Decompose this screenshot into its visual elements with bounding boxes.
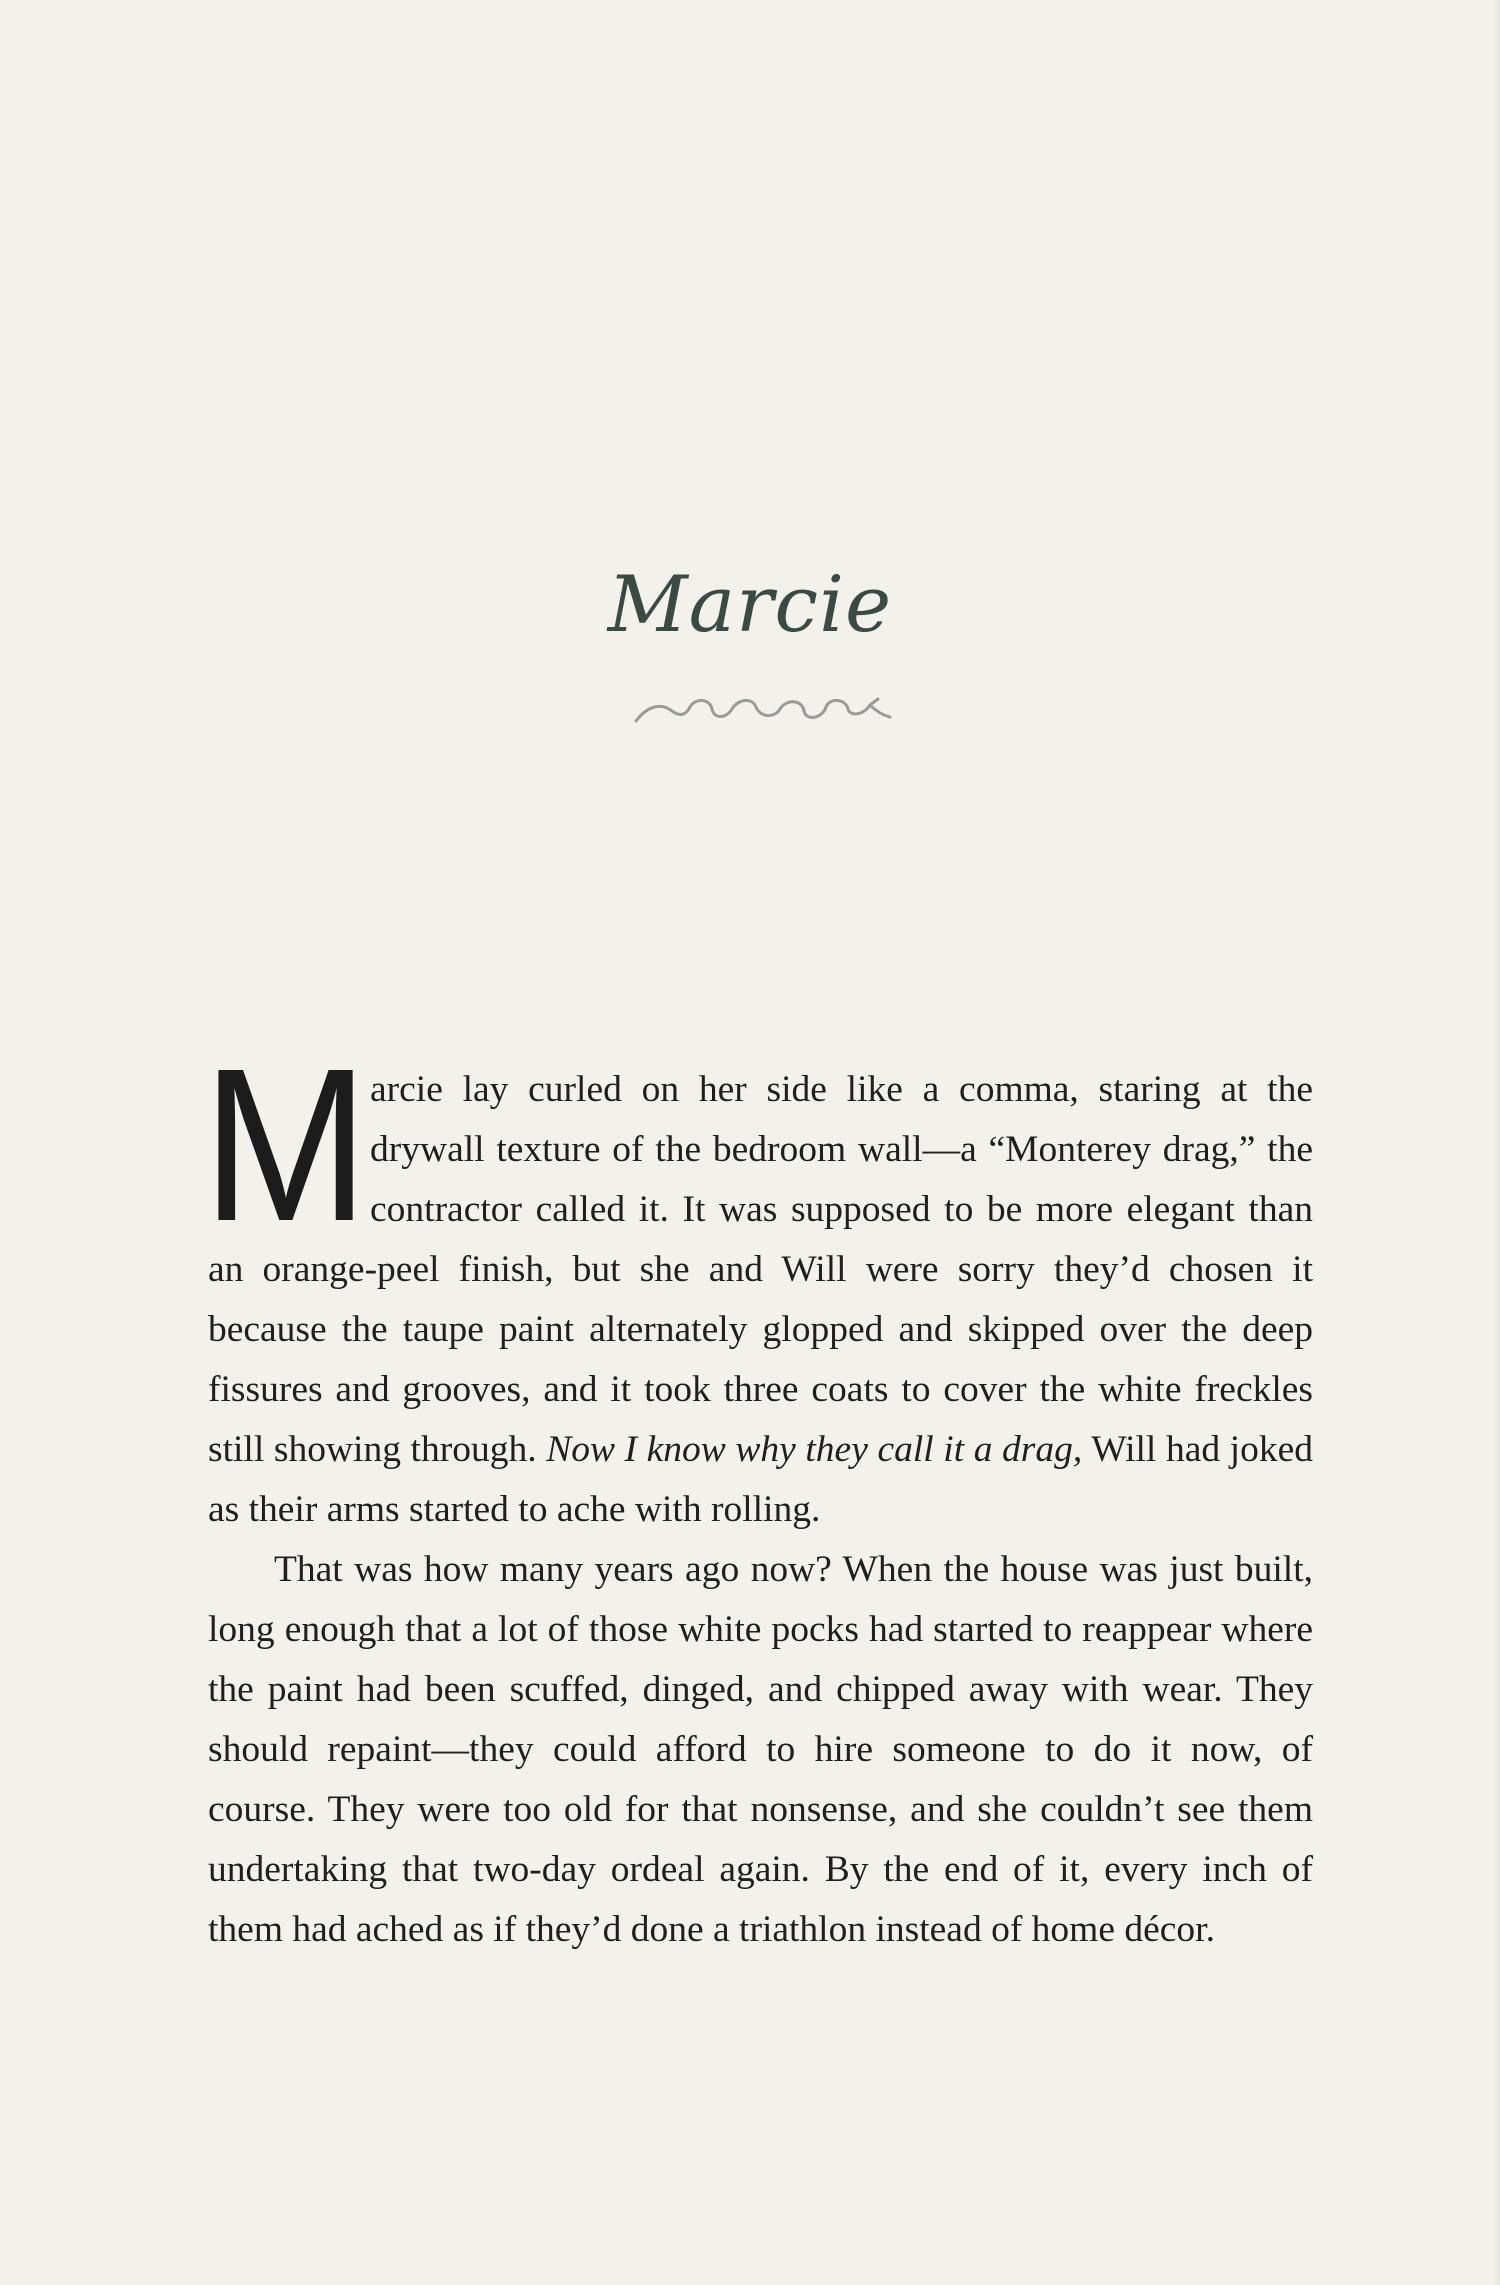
paragraph-2: That was how many years ago now? When the house was just built, long enough that a lot of those white pocks had started to reappear where the paint had been scuffed, dinged, and chipped away with wear. They should repaint—they could afford to hire someone to do it now, of course. They were too old for that nonsense, and she couldn’t see them undertaking that two-day ordeal again. By the end of it, every inch of them had ached as if they’d done a triathlon instead of home décor. bbox=[208, 1549, 1313, 1950]
paragraph-1-text-end: Will had joked as their arms started to ache with rolling. bbox=[208, 1429, 1313, 1530]
paragraph-1 bbox=[202, 1024, 1313, 1540]
chapter-body bbox=[202, 1024, 1313, 1960]
drop-cap: M bbox=[202, 1024, 370, 1267]
wave-ornament-icon bbox=[628, 685, 898, 731]
paragraph-1-text: arcie lay curled on her side like a comma, staring at the drywall texture of the bedroom wall—a “Monterey drag,” the contractor called it. It was supposed to be more elegant than an orange-peel finish, but she and Will were sorry they’d chosen it because the taupe paint alternately glopped and skipped over the deep fissures and grooves, and it took three coats to cover the white freckles still showing through. bbox=[208, 1069, 1313, 1470]
page-edge bbox=[1494, 0, 1500, 2285]
drop-cap-container bbox=[202, 1024, 370, 1267]
paragraph-1-italic: Now I know why they call it a drag, bbox=[546, 1429, 1083, 1470]
chapter-title: Marcie bbox=[607, 560, 893, 650]
